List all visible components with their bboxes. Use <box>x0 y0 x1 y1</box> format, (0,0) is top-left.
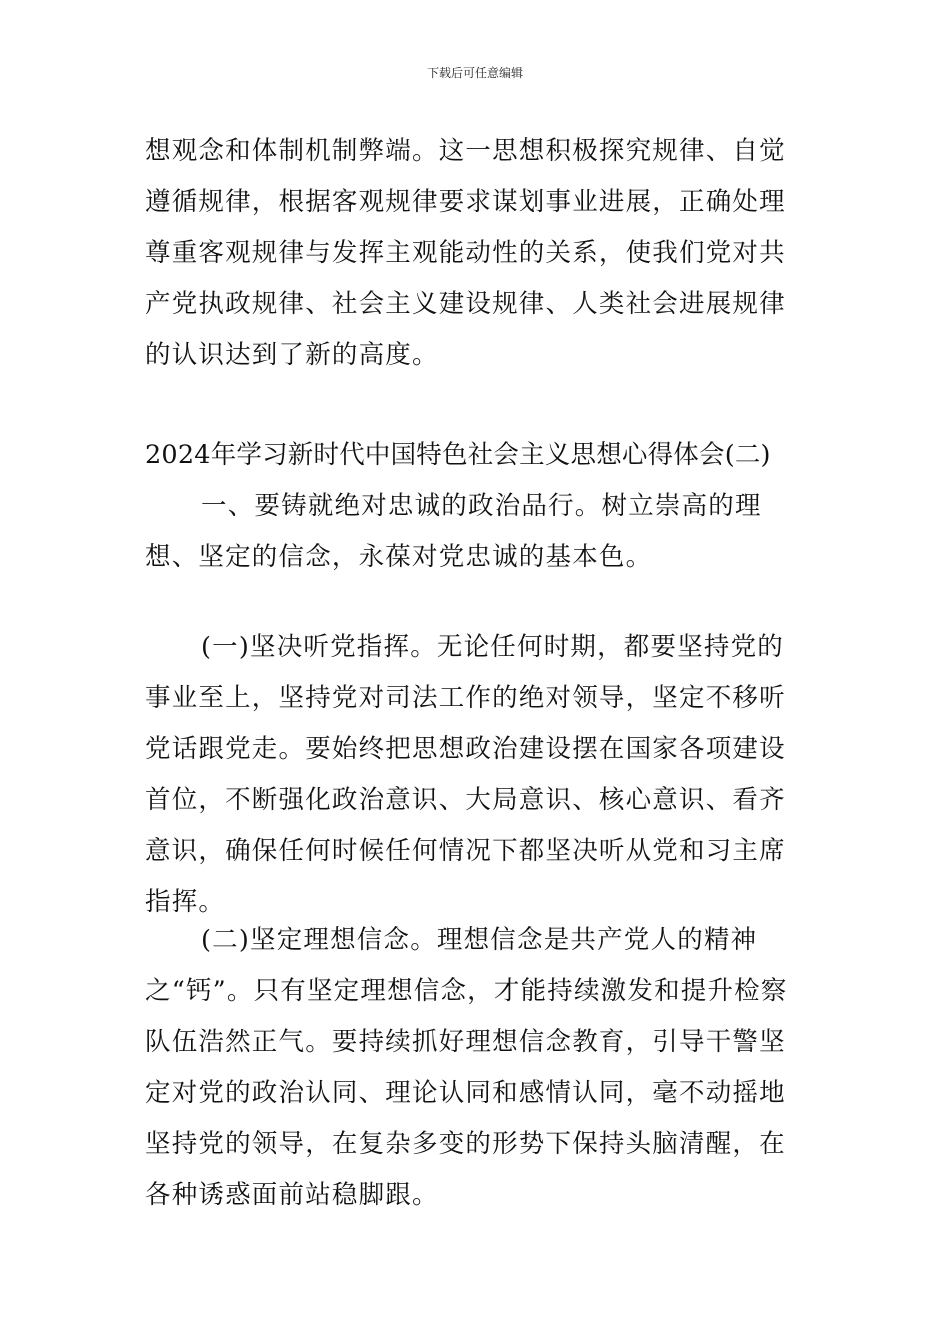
paragraph-continuation: 想观念和体制机制弊端。这一思想积极探究规律、自觉遵循规律，根据客观规律要求谋划事业进展，正确处理尊重客观规律与发挥主观能动性的关系，使我们党对共产党执政规律、社会主义建设规律、人类社会进展规律的认识达到了新的高度。 <box>145 136 786 370</box>
paragraph-loyalty: 一、要铸就绝对忠诚的政治品行。树立崇高的理想、坚定的信念，永葆对党忠诚的基本色。 <box>145 491 762 572</box>
section-title: 2024年学习新时代中国特色社会主义思想心得体会(二) <box>145 440 771 470</box>
page-header: 下载后可任意编辑 <box>426 66 523 80</box>
paragraph-follow-party: (一)坚决听党指挥。无论任何时期，都要坚持党的事业至上，坚持党对司法工作的绝对领导，坚定不移听党话跟党走。要始终把思想政治建设摆在国家各项建设首位，不断强化政治意识、大局意识、核心意识、看齐意识，确保任何时候任何情况下都坚决听从党和习主席指挥。 <box>145 632 786 917</box>
paragraph-ideals-belief: (二)坚定理想信念。理想信念是共产党人的精神之“钙”。只有坚定理想信念，才能持续激发和提升检察队伍浩然正气。要持续抓好理想信念教育，引导干警坚定对党的政治认同、理论认同和感情认同，毫不动摇地坚持党的领导，在复杂多变的形势下保持头脑清醒，在各种诱惑面前站稳脚跟。 <box>145 925 788 1210</box>
